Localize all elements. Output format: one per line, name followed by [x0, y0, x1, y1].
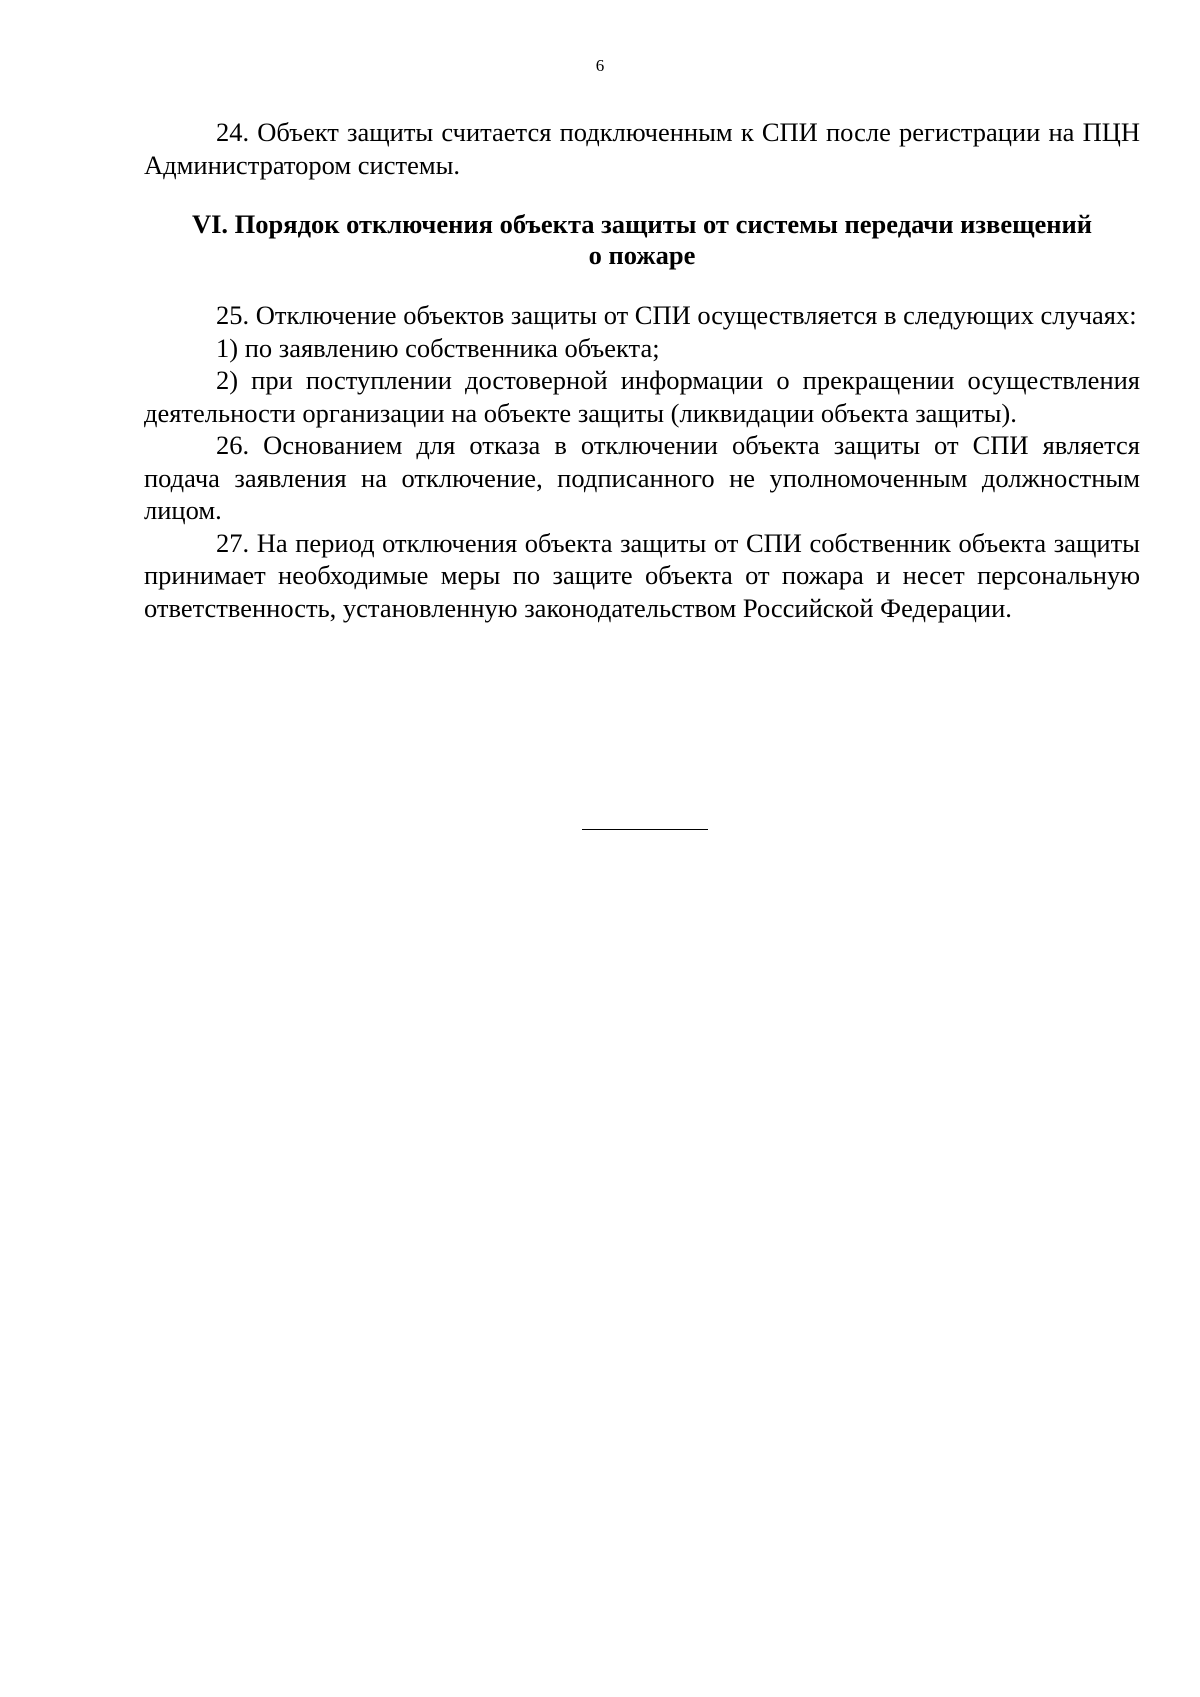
list-item-1: 1) по заявлению собственника объекта; [216, 332, 660, 363]
section-heading-line-1: VI. Порядок отключения объекта защиты от системы передачи извещений [191, 209, 1093, 239]
paragraph-26: 26. Основанием для отказа в отключении объекта защиты от СПИ является подача заявления на отключение, подписанного не уполномоченным должностным лицом. [144, 430, 1140, 525]
list-item-2: 2) при поступлении достоверной информации о прекращении осуществления деятельности организации на объекте защиты (ликвидации объекта защиты). [144, 365, 1140, 428]
section-heading [144, 209, 1140, 271]
paragraph-24: 24. Объект защиты считается подключенным к СПИ после регистрации на ПЦН Администратором системы. [144, 117, 1140, 180]
paragraph-25: 25. Отключение объектов защиты от СПИ осуществляется в следующих случаях: [216, 300, 1137, 330]
end-divider-line [582, 829, 708, 830]
document-body [144, 116, 1140, 624]
page-number: 6 [595, 56, 605, 75]
paragraph-27: 27. На период отключения объекта защиты от СПИ собственник объекта защиты принимает необходимые меры по защите объекта от пожара и несет персональную ответственность, установленную законодательством Российской Федерации. [144, 527, 1140, 623]
section-heading-line-2: о пожаре [588, 240, 696, 270]
